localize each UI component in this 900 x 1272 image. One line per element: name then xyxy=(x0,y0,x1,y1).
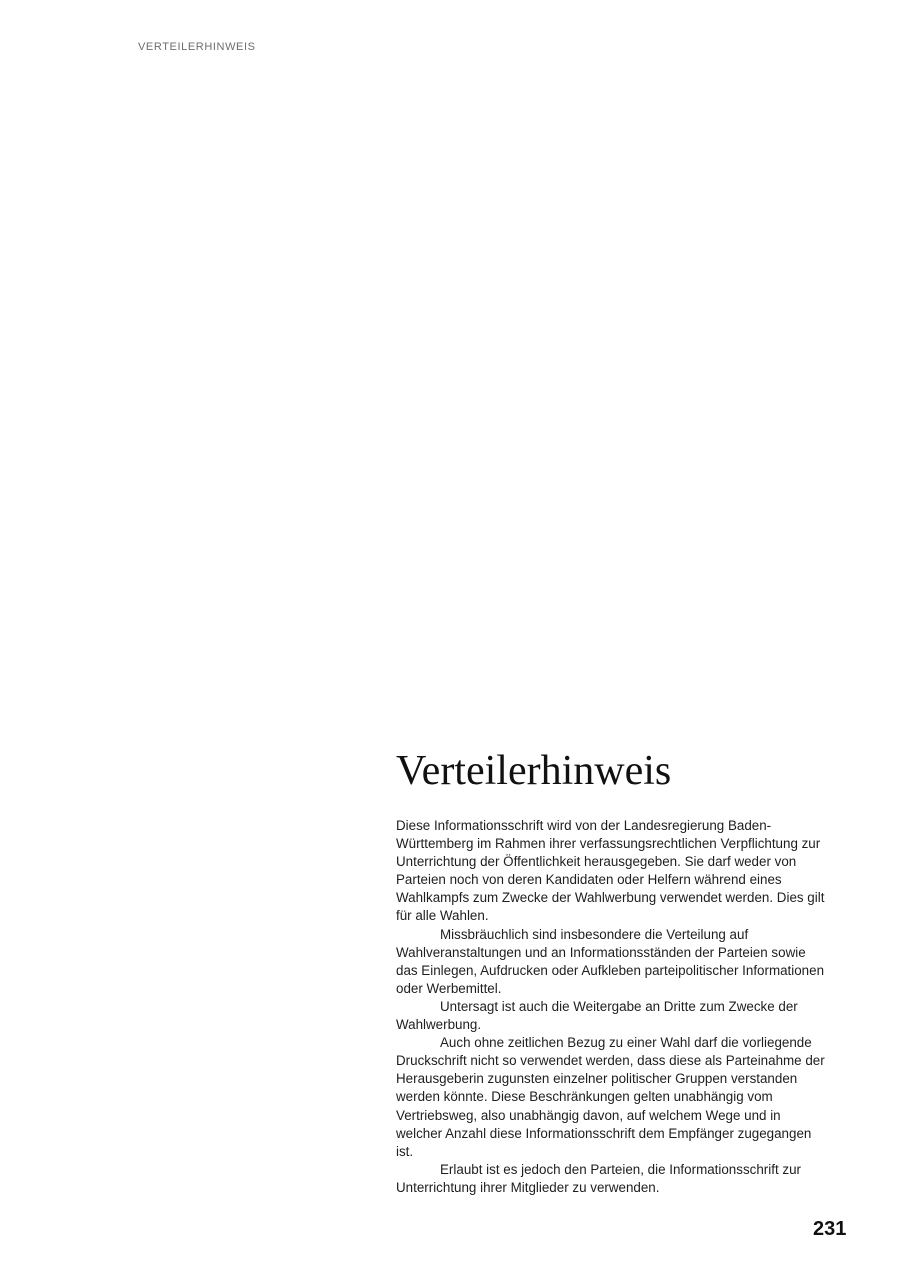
paragraph-4: Auch ohne zeitlichen Bezug zu einer Wahl darf die vorliegende Druckschrift nicht so verwendet werden, dass diese als Parteinahme der Herausgeberin zugunsten einzelner politischer Gruppen verstanden werden könnte. Diese Beschränkungen gelten unabhängig vom Vertriebsweg, also unabhängig davon, auf welchem Wege und in welcher Anzahl diese Informationsschrift dem Empfänger zugegangen ist. xyxy=(396,1035,825,1159)
page-number: 231 xyxy=(813,1218,847,1240)
page-title: Verteilerhinweis xyxy=(396,748,672,794)
paragraph-2: Missbräuchlich sind insbesondere die Verteilung auf Wahlveranstaltungen und an Informationsständen der Parteien sowie das Einlegen, Aufdrucken oder Aufkleben parteipolitischer Informationen oder Werbemittel. xyxy=(396,926,825,996)
running-head: VERTEILERHINWEIS xyxy=(138,41,256,53)
paragraph-1: Diese Informationsschrift wird von der Landesregierung Baden-Württemberg im Rahmen ihrer verfassungsrechtlichen Verpflichtung zur Unterrichtung der Öffentlichkeit herausgegeben. Sie darf weder von Parteien noch von deren Kandidaten oder Helfern während eines Wahlkampfs zum Zwecke der Wahlwerbung verwendet werden. Dies gilt für alle Wahlen. xyxy=(396,818,825,924)
body-text xyxy=(396,817,826,1197)
paragraph-5: Erlaubt ist es jedoch den Parteien, die Informationsschrift zur Unterrichtung ihrer Mitglieder zu verwenden. xyxy=(396,1161,801,1195)
paragraph-3: Untersagt ist auch die Weitergabe an Dritte zum Zwecke der Wahlwerbung. xyxy=(396,998,798,1033)
